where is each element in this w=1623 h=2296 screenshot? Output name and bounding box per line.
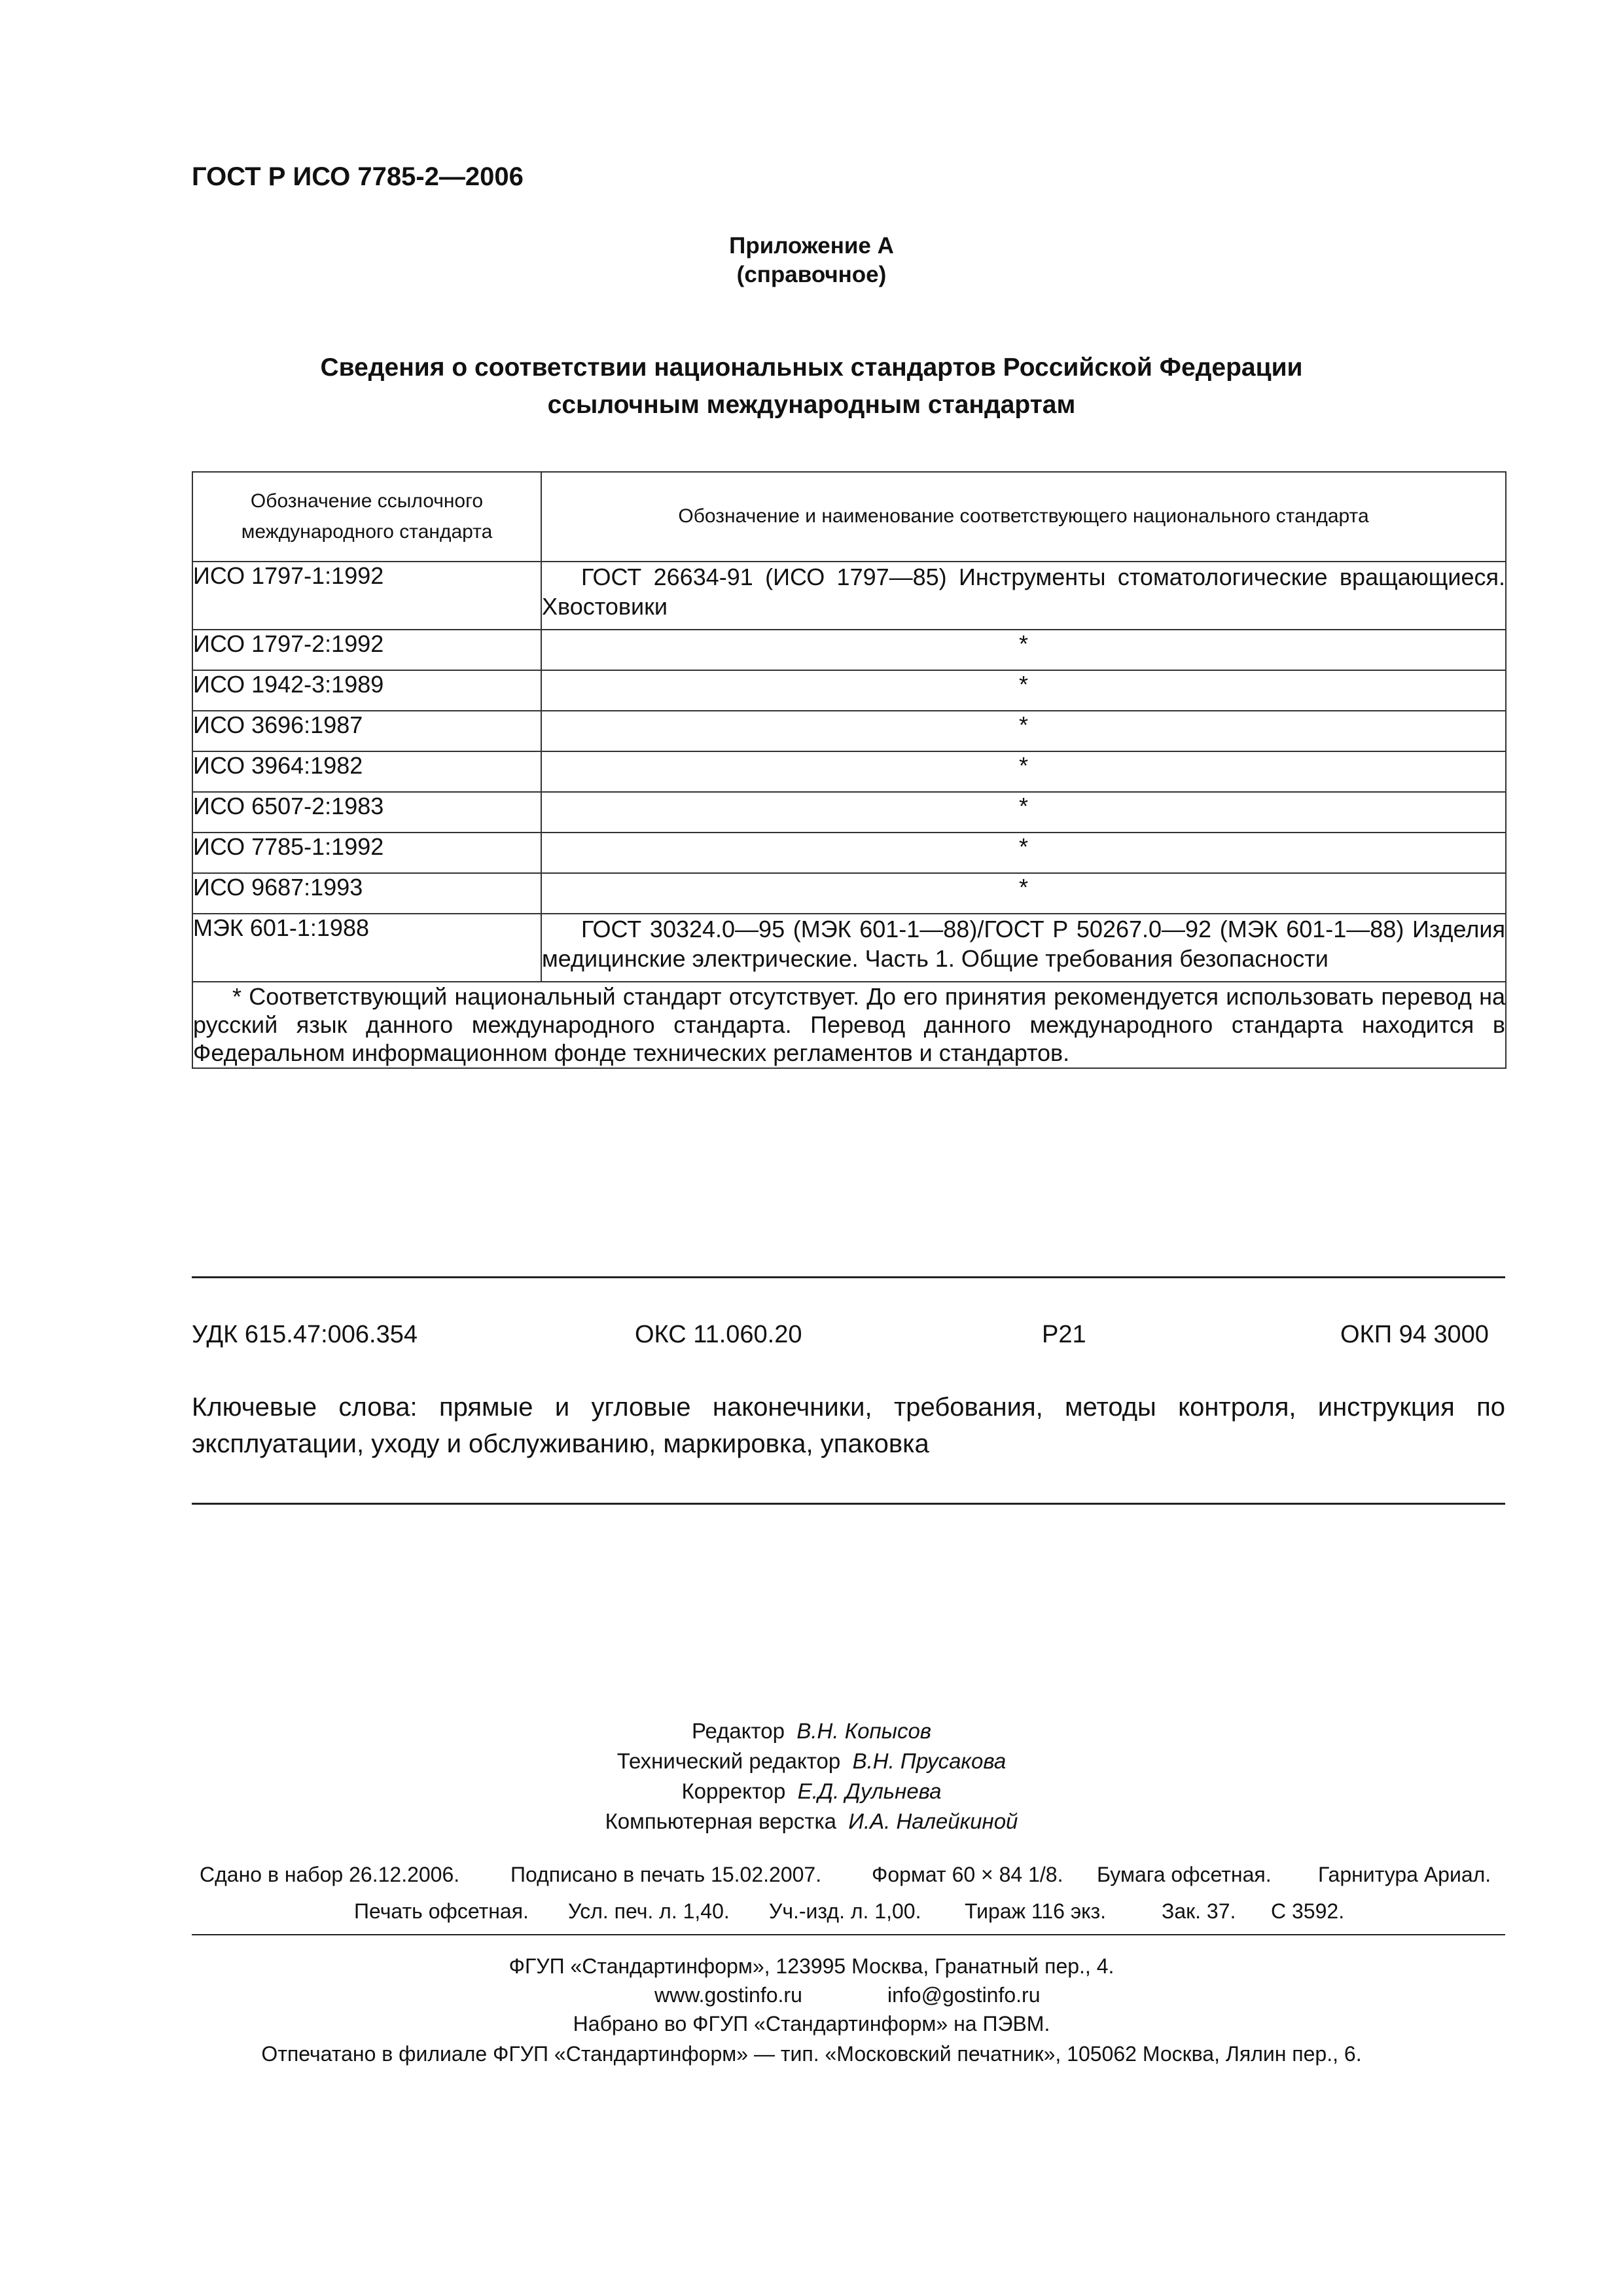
credit-role: Технический редактор xyxy=(616,1749,841,1773)
reference-standards-table xyxy=(192,471,1507,1069)
udk-code: УДК 615.47:006.354 xyxy=(192,1321,418,1348)
table-row xyxy=(192,711,1506,751)
national-cell: * xyxy=(541,670,1506,711)
credit-name: Е.Д. Дульнева xyxy=(797,1779,942,1803)
table-row xyxy=(192,873,1506,914)
table-row xyxy=(192,751,1506,792)
iso-cell: ИСО 7785-1:1992 xyxy=(192,833,541,873)
iso-cell: ИСО 3696:1987 xyxy=(192,711,541,751)
credit-role: Редактор xyxy=(691,1719,785,1743)
national-cell: * xyxy=(541,751,1506,792)
divider-bottom xyxy=(192,1503,1505,1505)
iso-cell: ИСО 6507-2:1983 xyxy=(192,792,541,833)
table-footnote: * Соответствующий национальный стандарт отсутствует. До его принятия рекомендуется использовать перевод на русский язык данного международного стандарта. Перевод данного международного стандарта находится в Федеральном информационном фонде технических регламентов и стандартов. xyxy=(192,982,1506,1068)
document-header: ГОСТ Р ИСО 7785-2—2006 xyxy=(192,162,524,191)
appendix-type: (справочное) xyxy=(736,262,887,287)
table-header-row xyxy=(192,472,1506,562)
credit-name: В.Н. Прусакова xyxy=(852,1749,1007,1773)
iso-cell: ИСО 1797-1:1992 xyxy=(192,562,541,630)
oks-code: ОКС 11.060.20 xyxy=(635,1321,802,1348)
print-paper: Бумага офсетная. xyxy=(1097,1863,1272,1886)
publisher-address: ФГУП «Стандартинформ», 123995 Москва, Гранатный пер., 4. xyxy=(508,1954,1115,1978)
col-header-iso-line1: Обозначение ссылочного xyxy=(250,490,484,512)
national-cell: * xyxy=(541,873,1506,914)
print-order: Зак. 37. xyxy=(1162,1899,1236,1923)
national-cell: ГОСТ 26634-91 (ИСО 1797—85) Инструменты стоматологические вращающиеся. Хвостовики xyxy=(541,562,1506,630)
iso-cell: МЭК 601-1:1988 xyxy=(192,914,541,982)
classification-code: Р21 xyxy=(1042,1321,1086,1348)
publisher-email: info@gostinfo.ru xyxy=(887,1983,1041,2007)
appendix-label: Приложение А xyxy=(729,233,894,259)
print-signed: Подписано в печать 15.02.2007. xyxy=(510,1863,822,1886)
credit-editor xyxy=(0,1719,1623,1744)
appendix-title-line-2: ссылочным международным стандартам xyxy=(547,391,1076,419)
print-uch: Уч.-изд. л. 1,00. xyxy=(769,1899,921,1923)
table-row xyxy=(192,670,1506,711)
print-format: Формат 60 × 84 1/8. xyxy=(872,1863,1063,1886)
national-cell: * xyxy=(541,833,1506,873)
credit-tech-editor xyxy=(0,1749,1623,1774)
iso-cell: ИСО 9687:1993 xyxy=(192,873,541,914)
print-submitted: Сдано в набор 26.12.2006. xyxy=(200,1863,460,1886)
credit-corrector xyxy=(0,1779,1623,1804)
print-method: Печать офсетная. xyxy=(354,1899,529,1923)
iso-cell: ИСО 3964:1982 xyxy=(192,751,541,792)
national-cell: * xyxy=(541,792,1506,833)
print-tirazh: Тираж 116 экз. xyxy=(965,1899,1107,1923)
publisher-website: www.gostinfo.ru xyxy=(654,1983,802,2007)
table-row xyxy=(192,630,1506,670)
credit-layout xyxy=(0,1809,1623,1834)
credit-name: В.Н. Копысов xyxy=(796,1719,932,1743)
credit-name: И.А. Налейкиной xyxy=(848,1809,1018,1833)
print-c: С 3592. xyxy=(1271,1899,1345,1923)
iso-cell: ИСО 1942-3:1989 xyxy=(192,670,541,711)
table-footnote-row xyxy=(192,982,1506,1068)
national-cell: * xyxy=(541,711,1506,751)
table-row xyxy=(192,914,1506,982)
table-row xyxy=(192,562,1506,630)
publisher-printed: Отпечатано в филиале ФГУП «Стандартинформ» — тип. «Московский печатник», 105062 Москва, Лялин пер., 6. xyxy=(261,2042,1362,2066)
national-cell: * xyxy=(541,630,1506,670)
appendix-title-line-1: Сведения о соответствии национальных стандартов Российской Федерации xyxy=(320,353,1303,382)
credit-role: Корректор xyxy=(681,1779,786,1803)
col-header-iso xyxy=(192,472,541,562)
divider-publisher xyxy=(192,1934,1505,1935)
national-cell: ГОСТ 30324.0—95 (МЭК 601-1—88)/ГОСТ Р 50267.0—92 (МЭК 601-1—88) Изделия медицинские электрические. Часть 1. Общие требования безопасности xyxy=(541,914,1506,982)
print-font: Гарнитура Ариал. xyxy=(1318,1863,1491,1886)
iso-cell: ИСО 1797-2:1992 xyxy=(192,630,541,670)
okp-code: ОКП 94 3000 xyxy=(1340,1321,1489,1348)
divider-top xyxy=(192,1276,1505,1278)
table-row xyxy=(192,833,1506,873)
table-row xyxy=(192,792,1506,833)
col-header-iso-line2: международного стандарта xyxy=(241,520,493,543)
credit-role: Компьютерная верстка xyxy=(605,1809,836,1833)
print-usl: Усл. печ. л. 1,40. xyxy=(568,1899,730,1923)
col-header-national: Обозначение и наименование соответствующего национального стандарта xyxy=(541,472,1506,562)
keywords: Ключевые слова: прямые и угловые наконечники, требования, методы контроля, инструкция по эксплуатации, уходу и обслуживанию, маркировка, упаковка xyxy=(192,1393,1505,1458)
publisher-typeset: Набрано во ФГУП «Стандартинформ» на ПЭВМ. xyxy=(573,2012,1050,2036)
